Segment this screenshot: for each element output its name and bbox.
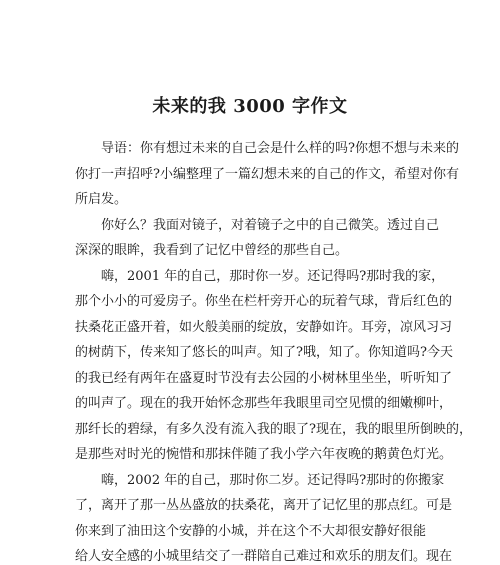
paragraph-line: 的叫声了。现在的我开始怀念那些年我眼里司空见惯的细嫩柳叶，	[75, 396, 453, 411]
paragraph-line: 所启发。	[75, 192, 128, 207]
paragraph-line: 的树荫下，传来知了悠长的叫声。知了?哦，知了。你知道吗?今天	[75, 345, 453, 360]
paragraph-line: 了，离开了那一丛丛盛放的扶桑花，离开了记忆里的那点红。可是	[75, 498, 453, 513]
paragraph-2001	[75, 264, 472, 468]
paragraph-line: 给人安全感的小城里结交了一群陪自己难过和欢乐的朋友们。现在	[75, 549, 453, 564]
paragraph-line: 的我已经有两年在盛夏时节没有去公园的小树林里坐坐，听听知了	[75, 370, 453, 386]
paragraph-line: 扶桑花正盛开着，如火般美丽的绽放，安静如许。耳旁，凉风习习	[75, 319, 453, 335]
paragraph-line: 是那些对时光的惋惜和那抹伴随了我小学六年夜晚的鹅黄色灯光。	[75, 447, 453, 462]
paragraph-line: 那个小小的可爱房子。你坐在栏杆旁开心的玩着气球，背后红色的	[75, 294, 453, 309]
paragraph-intro	[75, 136, 459, 213]
paragraph-2002	[75, 468, 453, 565]
paragraph-line: 你打一声招呼?小编整理了一篇幻想未来的自己的作文，希望对你有	[75, 166, 459, 182]
paragraph-line: 嗨，2001 年的自己，那时你一岁。还记得吗?那时我的家，	[101, 268, 445, 284]
paragraph-line: 你来到了油田这个安静的小城，并在这个不大却很安静好很能	[75, 523, 427, 539]
document-body	[75, 136, 472, 565]
paragraph-line: 你好么？我面对镜子，对着镜子之中的自己微笑。透过自己	[101, 217, 440, 233]
paragraph-line: 那纤长的碧绿，有多久没有流入我的眼了?现在，我的眼里所倒映的，	[75, 421, 472, 437]
paragraph-line: 导语：你有想过未来的自己会是什么样的吗?你想不想与未来的	[101, 141, 459, 156]
paragraph-line: 嗨，2002 年的自己，那时你二岁。还记得吗?那时的你搬家	[101, 472, 445, 488]
paragraph-line: 深深的眼眸，我看到了记忆中曾经的那些自己。	[75, 243, 349, 258]
document-title: 未来的我 3000 字作文	[152, 96, 348, 117]
paragraph-mirror	[75, 213, 440, 264]
